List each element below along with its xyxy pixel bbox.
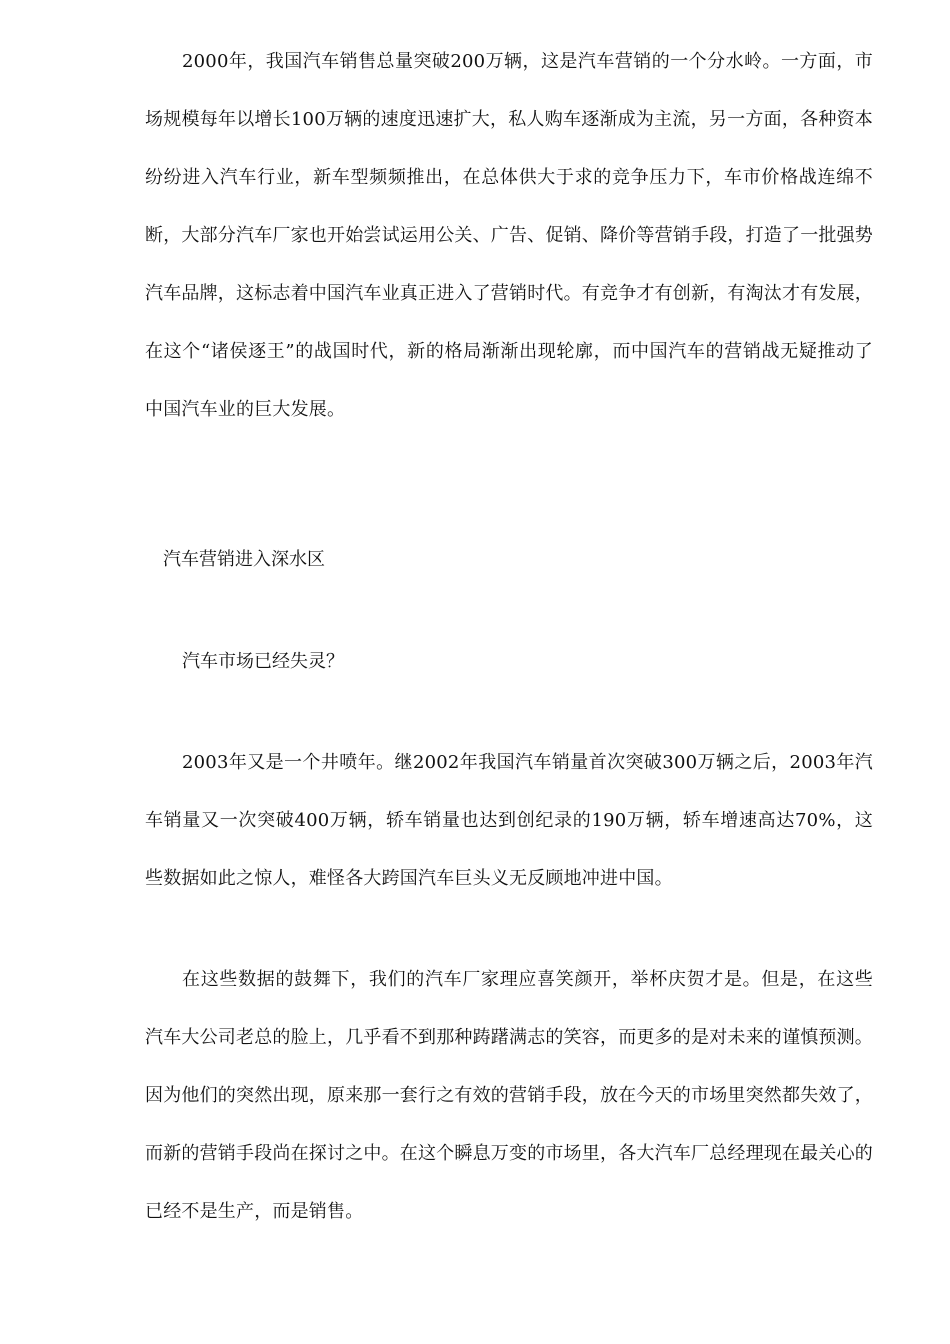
section-heading: 汽车营销进入深水区 xyxy=(163,549,325,570)
sub-heading: 汽车市场已经失灵？ xyxy=(182,651,344,672)
paragraph-auto-market-2000: 2000年，我国汽车销售总量突破200万辆，这是汽车营销的一个分水岭。一方面，市场规模每年以增长100万辆的速度迅速扩大，私人购车逐渐成为主流，另一方面，各种资本纷纷进入汽车行业，新车型频频推出，在总体供大于求的竞争压力下，车市价格战连绵不断，大部分汽车厂家也开始尝试运用公关、广告、促销、降价等营销手段，打造了一批强势汽车品牌，这标志着中国汽车业真正进入了营销时代。有竞争才有创新，有淘汰才有发展，在这个“诸侯逐王”的战国时代，新的格局渐渐出现轮廓，而中国汽车的营销战无疑推动了中国汽车业的巨大发展。 xyxy=(145,51,873,420)
paragraph-auto-market-2003: 2003年又是一个井喷年。继2002年我国汽车销量首次突破300万辆之后，2003年汽车销量又一次突破400万辆，轿车销量也达到创纪录的190万辆，轿车增速高达70%，这些数据如此之惊人，难怪各大跨国汽车巨头义无反顾地冲进中国。 xyxy=(145,752,873,889)
paragraph-sales-concern: 在这些数据的鼓舞下，我们的汽车厂家理应喜笑颜开，举杯庆贺才是。但是，在这些汽车大公司老总的脸上，几乎看不到那种踌躇满志的笑容，而更多的是对未来的谨慎预测。因为他们的突然出现，原来那一套行之有效的营销手段，放在今天的市场里突然都失效了，而新的营销手段尚在探讨之中。在这个瞬息万变的市场里，各大汽车厂总经理现在最关心的已经不是生产，而是销售。 xyxy=(145,969,873,1222)
